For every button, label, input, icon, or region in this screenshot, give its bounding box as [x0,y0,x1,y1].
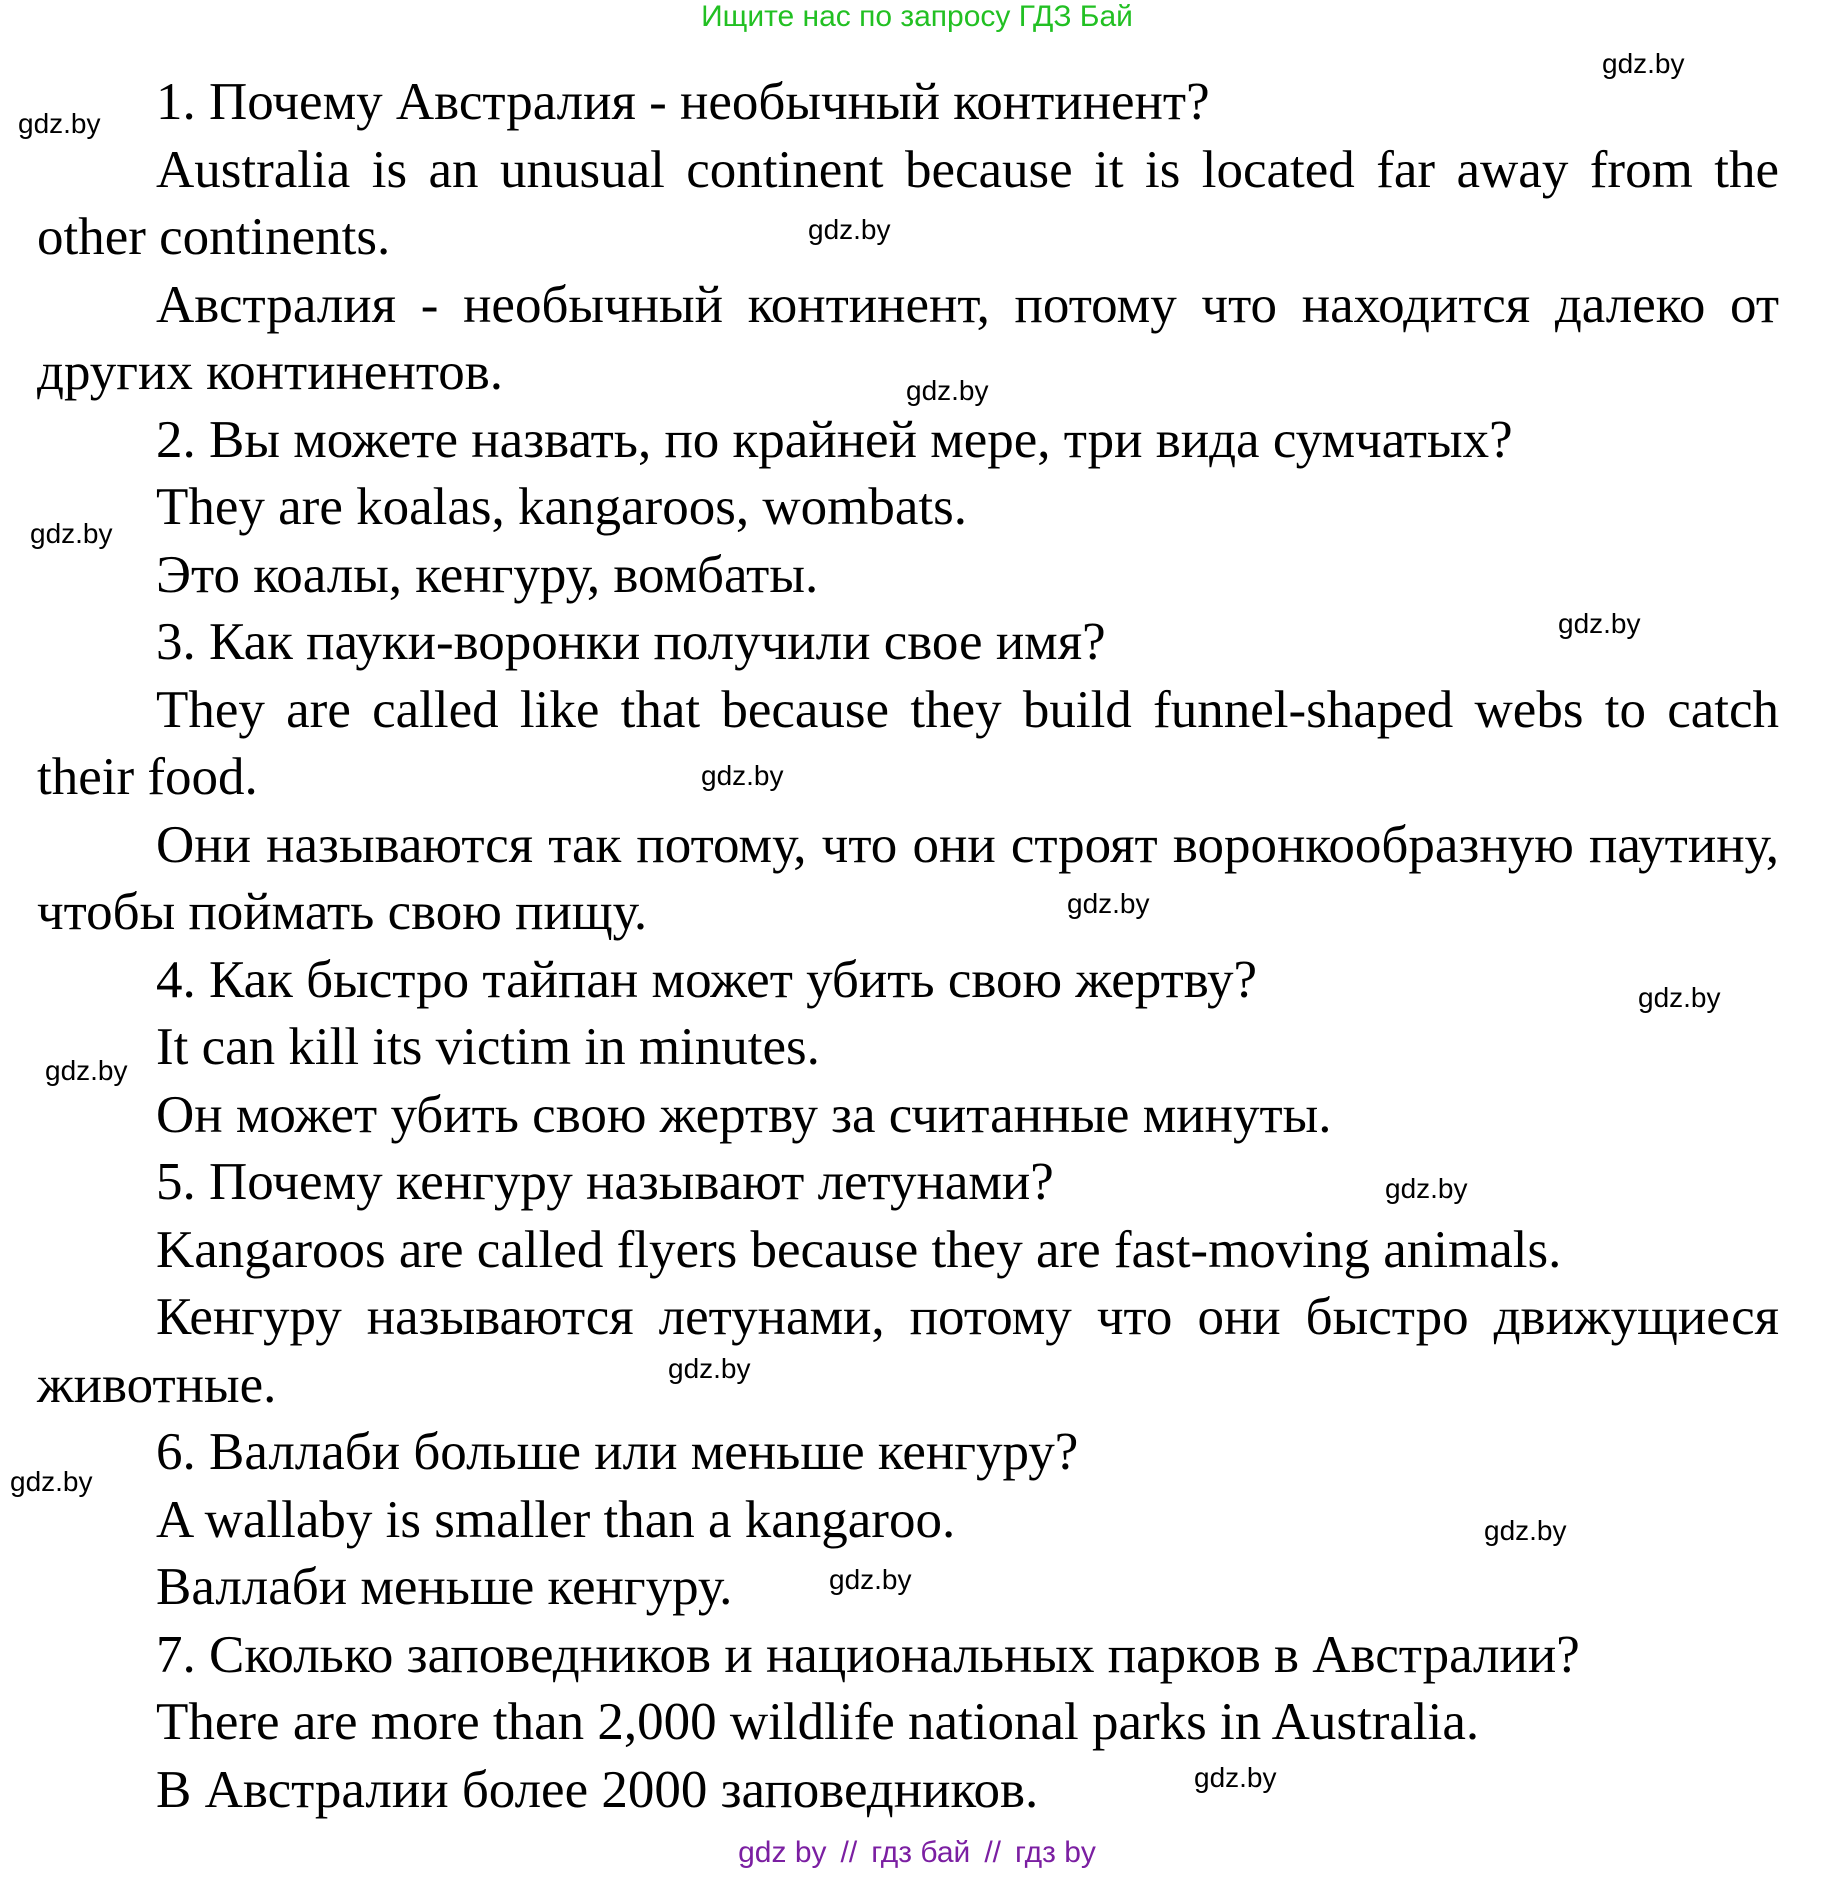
answer-6-russian: Валлаби меньше кенгуру. [156,1558,733,1616]
question-2: 2. Вы можете назвать, по крайней мере, три вида сумчатых? [156,410,1513,469]
question-4: 4. Как быстро тайпан может убить свою жертву? [156,950,1257,1009]
footer-link-gdz-bai[interactable]: гдз бай [871,1836,971,1869]
watermark: gdz.by [1638,982,1721,1013]
answer-2-russian: Это коалы, кенгуру, вомбаты. [156,545,819,604]
watermark: gdz.by [18,108,101,139]
footer-separator: // [984,1836,1001,1869]
footer-link-gdz-by-cyr[interactable]: гдз by [1015,1836,1096,1869]
footer [0,1836,1834,1870]
top-banner: Ищите нас по запросу ГДЗ Бай [701,0,1133,33]
footer-link-gdz-by[interactable]: gdz by [738,1836,827,1869]
answer-1-russian: Австралия - необычный континент, потому что находится далеко от других континентов. [37,275,1779,401]
answers-document [37,69,1779,1824]
watermark: gdz.by [829,1564,912,1595]
answer-5-english: Kangaroos are called flyers because they are fast-moving animals. [156,1220,1562,1279]
question-1: 1. Почему Австралия - необычный континент? [156,73,1210,131]
watermark: gdz.by [1385,1173,1468,1204]
answer-1-english: Australia is an unusual continent because it is located far away from the other continents. [37,140,1779,266]
watermark: gdz.by [1484,1515,1567,1546]
answer-7-english: There are more than 2,000 wildlife national parks in Australia. [156,1693,1480,1751]
answer-4-english: It can kill its victim in minutes. [156,1018,820,1076]
question-6: 6. Валлаби больше или меньше кенгуру? [156,1423,1079,1481]
watermark: gdz.by [1602,48,1685,79]
watermark: gdz.by [1558,608,1641,639]
watermark: gdz.by [1194,1762,1277,1793]
answer-2-english: They are koalas, kangaroos, wombats. [156,478,967,536]
answer-6-english: A wallaby is smaller than a kangaroo. [156,1490,956,1549]
answer-4-russian: Он может убить свою жертву за считанные минуты. [156,1085,1332,1144]
watermark: gdz.by [1067,888,1150,919]
answer-5-russian: Кенгуру называются летунами, потому что они быстро движущиеся животные. [37,1288,1779,1414]
watermark: gdz.by [10,1466,93,1497]
watermark: gdz.by [808,214,891,245]
footer-separator: // [840,1836,858,1869]
question-3: 3. Как пауки-воронки получили свое имя? [156,613,1106,671]
answer-3-english: They are called like that because they build funnel-shaped webs to catch their food. [37,680,1779,806]
watermark: gdz.by [668,1353,751,1384]
answer-7-russian: В Австралии более 2000 заповедников. [156,1760,1039,1819]
answer-3-russian: Они называются так потому, что они строят воронкообразную паутину, чтобы поймать свою пищу. [37,815,1779,941]
watermark: gdz.by [701,760,784,791]
watermark: gdz.by [30,518,113,549]
question-5: 5. Почему кенгуру называют летунами? [156,1153,1054,1211]
watermark: gdz.by [45,1055,128,1086]
watermark: gdz.by [906,375,989,406]
question-7: 7. Сколько заповедников и национальных парков в Австралии? [156,1625,1580,1684]
